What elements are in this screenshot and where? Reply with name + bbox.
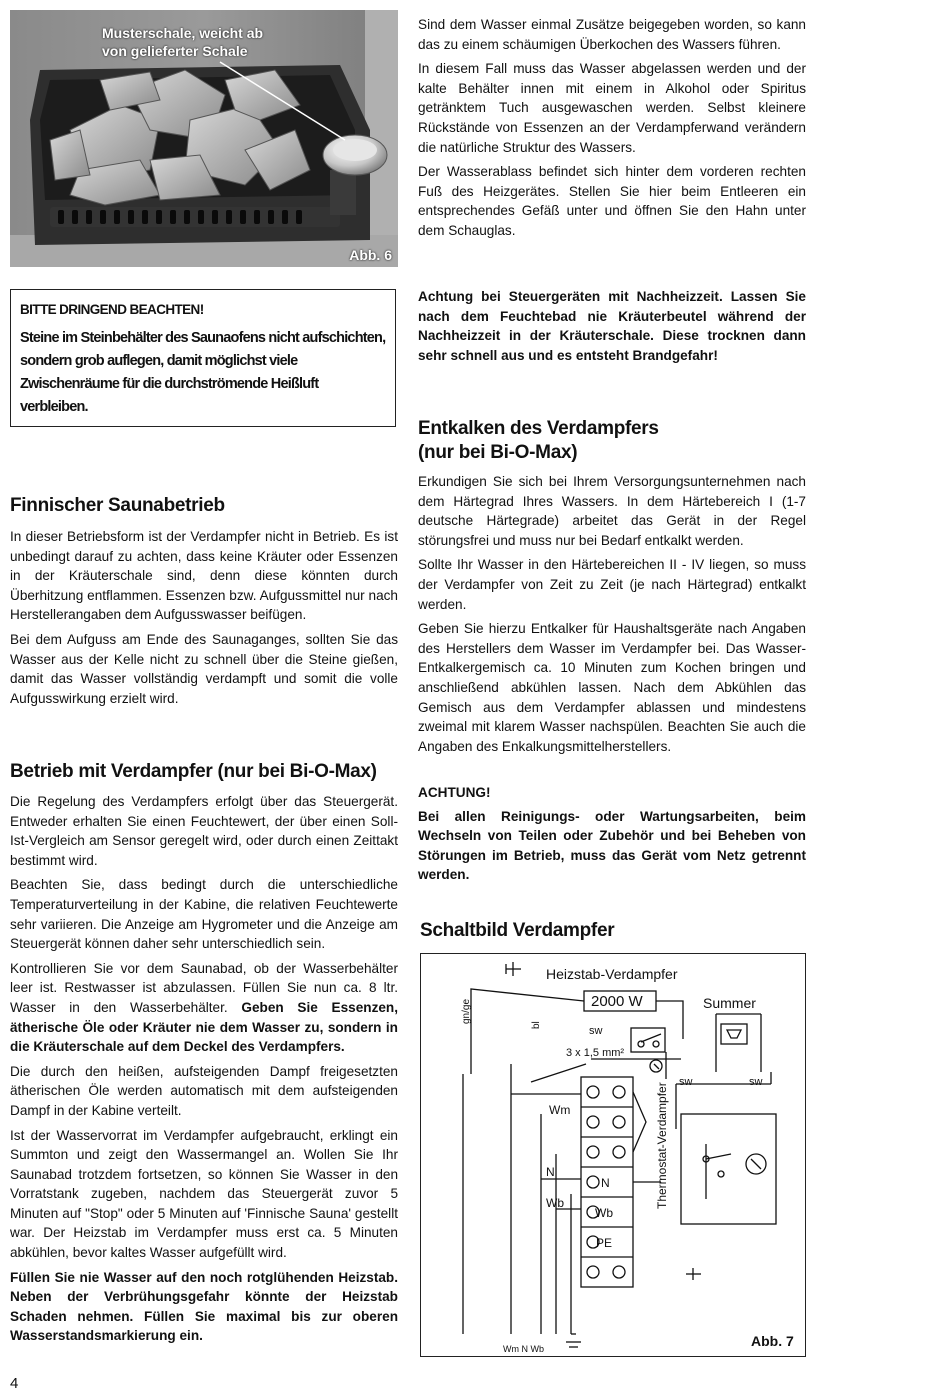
label-sw-1: sw — [589, 1025, 603, 1037]
figure-label-abb7: Abb. 7 — [751, 1333, 794, 1349]
section-body — [418, 472, 806, 756]
wiring-diagram — [420, 953, 806, 1357]
section-finnisch — [10, 494, 398, 713]
text-normal: Kontrollieren Sie vor dem Saunabad, ob der Wasserbehälter leer ist. Restwasser ist abzulassen. Füllen Sie nun ca. 8 ltr. Wasser in den Wasserbehälter. — [10, 960, 398, 1015]
paragraph: Erkundigen Sie sich bei Ihrem Versorgungsunternehmen nach dem Härtegrad Ihres Wassers. In dem Härtebereich I (1-7 deutsche Härtegrade) arbeitet das Gerät in der Regel störungsfrei und muss nur bei Bedarf entkalkt werden. — [418, 474, 806, 548]
label-wb-left: Wb — [546, 1196, 564, 1210]
figure-label-abb6: Abb. 6 — [349, 247, 392, 263]
paragraph: In dieser Betriebsform ist der Verdampfer nicht in Betrieb. Es ist unbedingt darauf zu achten, dass keine Kräuter oder Essenzen in der Kräuterschale sind, denn diese könnten durch Überhitzung entflammen. Essenzen bzw. Aufgussmittel nur nach Herstellerangaben dem Aufgusswasser beifügen. — [10, 529, 398, 623]
label-pe-terminal: PE — [596, 1236, 613, 1250]
paragraph: Die durch den heißen, aufsteigenden Dampf freigesetzten ätherischen Öle werden automatisch mit dem aufsteigenden Dampf in der Kabine verteilt. — [10, 1063, 398, 1118]
label-n-left: N — [546, 1165, 555, 1179]
section-body — [10, 792, 398, 1346]
label-bl: bl — [531, 1021, 542, 1029]
page-number: 4 — [10, 1375, 19, 1392]
section-verdampfer — [10, 760, 398, 1351]
warning-nachheizzeit: Achtung bei Steuergeräten mit Nachheizzeit. Lassen Sie nach dem Feuchtebad nie Kräuterbeutel während der Nachheizzeit in der Kräuterschale. Diese trocknen dann sehr schnell aus und es entsteht Brandgefahr! — [418, 289, 806, 363]
paragraph: Geben Sie hierzu Entkalker für Haushaltsgeräte nach Angaben des Herstellers dem Wasser im Verdampfer bei. Das Wasser-Entkalkergemisch ca. 10 Minuten zum Kochen bringen und anschließend abkühlen lassen. Nach dem Abkühlen das Gemisch aus dem Verdampfer ablassen und mindestens zweimal mit klarem Wasser nachspülen. Beachten Sie auch die Angaben des Enkalkungsmittelherstellers. — [418, 621, 806, 754]
notice-box — [10, 289, 396, 427]
label-gnge: gn/ge — [461, 998, 472, 1024]
paragraph: Bei dem Aufguss am Ende des Saunaganges, sollten Sie das Wasser aus der Kelle nicht zu schnell über die Steine gießen, damit das Wasser vollständig verdampft und somit die volle Aufgusswirkung erzielt wird. — [10, 631, 398, 706]
paragraph: In diesem Fall muss das Wasser abgelassen werden und der kalte Behälter innen mit einem in Alkohol oder Spiritus getränktem Tuch ausgewaschen werden. Selbst kleinere Rückstände von Essenzen an der Verdampferwand verändern die natürliche Struktur des Wassers. — [418, 61, 806, 155]
achtung-heading: ACHTUNG! — [418, 785, 491, 800]
paragraph: Der Wasserablass befindet sich hinter dem vorderen rechten Fuß des Heizgerätes. Stellen Sie hier beim Entleeren ein entsprechendes Gefäß unter und öffnen Sie den Hahn unter dem Schauglas. — [418, 164, 806, 238]
label-cable: 3 x 1,5 mm² — [566, 1047, 625, 1059]
photo-sauna-stones — [10, 10, 398, 267]
photo-caption — [102, 24, 263, 60]
paragraph: Beachten Sie, dass bedingt durch die unterschiedliche Temperaturverteilung in der Kabine, die relativen Feuchtewerte sehr variieren. Die Anzeige am Hygrometer und die Anzeige am Steuergerät können daher sehr unterschiedlich sein. — [10, 877, 398, 952]
section-title: Finnischer Saunabetrieb — [10, 495, 225, 516]
notice-heading: BITTE DRINGEND BEACHTEN! — [20, 302, 204, 317]
paragraph: Sollte Ihr Wasser in den Härtebereichen II - IV liegen, so muss der Verdampfer von Zeit zu Zeit (je nach Härtegrad) entkalkt werden. — [418, 557, 806, 612]
section-achtung — [418, 783, 806, 890]
label-summer: Summer — [703, 995, 756, 1011]
section-title-line2: (nur bei Bi-O-Max) — [418, 442, 578, 463]
text-bold: Geben Sie Essenzen, ätherische Öle oder Kräuter nie dem Wasser zu, sondern in die Kräuterschale auf dem Deckel des Verdampfers. — [10, 999, 399, 1055]
paragraph: Die Regelung des Verdampfers erfolgt über das Steuergerät. Entweder erhalten Sie einen Feuchtewert, der über einen Soll-Ist-Vergleich am Sensor geregelt wird, oder durch einen Zeittakt bestimmt wird. — [10, 794, 398, 868]
label-wb-terminal: Wb — [595, 1206, 613, 1220]
label-thermostat: Thermostat-Verdampfer — [655, 1082, 669, 1209]
label-sw-3: sw — [749, 1076, 763, 1088]
paragraph — [10, 959, 398, 1057]
photo-caption-line1: Musterschale, weicht ab — [102, 25, 264, 41]
label-n-terminal: N — [601, 1176, 610, 1190]
right-intro-section — [418, 15, 806, 246]
paragraph: Ist der Wasservorrat im Verdampfer aufgebraucht, erklingt ein Summton und zeigt den Wassermangel an. Wollen Sie Ihr Saunabad trotzdem fortsetzen, so können Sie Wasser in den Vorratstank zugeben, nachdem das Steuergerät zuvor 5 Minuten auf "Stop" oder 5 Minuten auf 'Finnische Sauna' gestellt war. Der Heizstab im Verdampfer muss erst ca. 5 Minuten abkühlen, bevor kaltes Wasser aufgefüllt wird. — [10, 1127, 398, 1261]
section-title-schaltbild: Schaltbild Verdampfer — [420, 920, 615, 941]
section-title: Betrieb mit Verdampfer (nur bei Bi-O-Max) — [10, 761, 377, 782]
paragraph: Sind dem Wasser einmal Zusätze beigegeben worden, so kann das zu einem schäumigen Überkochen des Wassers führen. — [418, 17, 806, 52]
wiring-diagram-svg — [421, 954, 805, 1356]
photo-caption-line2: von gelieferter Schale — [102, 43, 248, 59]
section-entkalken — [418, 417, 806, 761]
label-watt: 2000 W — [591, 993, 643, 1010]
section-body — [10, 527, 398, 708]
label-sw-2: sw — [679, 1076, 693, 1088]
achtung-text: Bei allen Reinigungs- oder Wartungsarbeiten, beim Wechseln von Teilen oder Zubehör und bei Beheben von Störungen im Betrieb, muss das Gerät vom Netz getrennt werden. — [418, 808, 806, 883]
paragraph-bold: Füllen Sie nie Wasser auf den noch rotglühenden Heizstab. Neben der Verbrühungsgefahr könnte der Heizstab Schaden nehmen. Füllen Sie maximal bis zur oberen Wasserstandsmarkierung ein. — [10, 1269, 398, 1344]
label-heizstab: Heizstab-Verdampfer — [546, 966, 678, 982]
label-wm: Wm — [549, 1103, 571, 1117]
label-bottom: Wm N Wb — [503, 1344, 544, 1354]
notice-text: Steine im Steinbehälter des Saunaofens nicht aufschichten, sondern grob auflegen, damit möglichst viele Zwischenräume für die durchströmende Heißluft verbleiben. — [20, 330, 386, 415]
section-title-line1: Entkalken des Verdampfers — [418, 418, 659, 439]
